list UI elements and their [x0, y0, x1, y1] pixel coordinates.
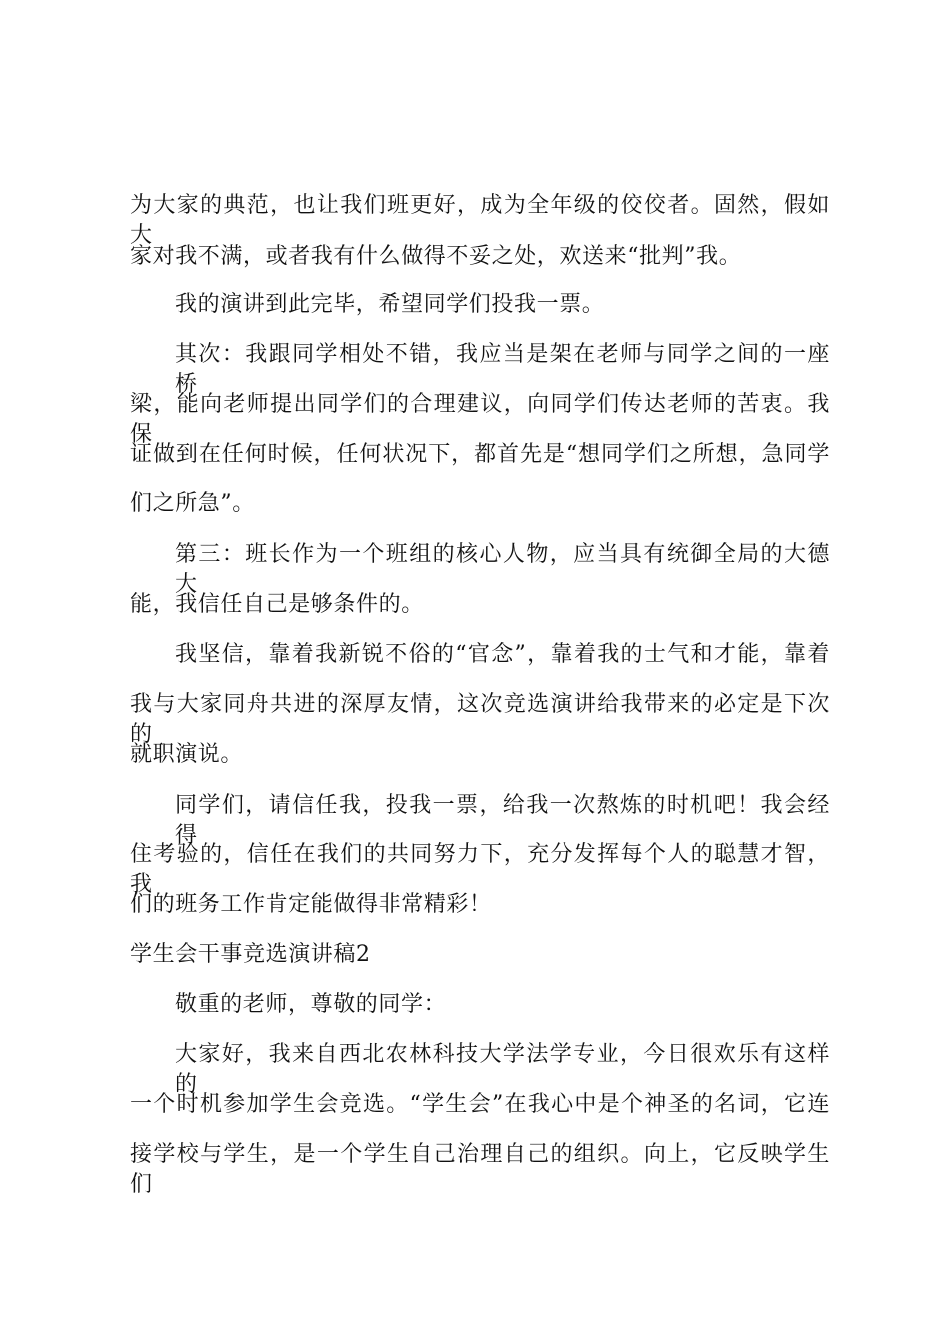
text-line: 家对我不满，或者我有什么做得不妥之处，欢送来“批判”我。 [130, 244, 742, 269]
text-line: 们之所急”。 [130, 491, 255, 516]
text-line: 们的班务工作肯定能做得非常精彩！ [130, 892, 492, 917]
text-line: 敬重的老师，尊敬的同学： [175, 992, 447, 1017]
text-line: 接学校与学生，是一个学生自己治理自己的组织。向上，它反映学生们 [130, 1142, 830, 1197]
text-line: 第三：班长作为一个班组的核心人物，应当具有统御全局的大德大 [175, 542, 830, 597]
text-line: 我的演讲到此完毕，希望同学们投我一票。 [175, 292, 605, 317]
text-line: 我坚信，靠着我新锐不俗的“官念”，靠着我的士气和才能，靠着 [175, 642, 830, 667]
text-line: 为大家的典范，也让我们班更好，成为全年级的佼佼者。固然，假如大 [130, 193, 830, 248]
text-line: 其次：我跟同学相处不错，我应当是架在老师与同学之间的一座桥 [175, 342, 830, 397]
text-line: 梁，能向老师提出同学们的合理建议，向同学们传达老师的苦衷。我保 [130, 392, 830, 447]
text-line: 证做到在任何时候，任何状况下，都首先是“想同学们之所想，急同学 [130, 442, 830, 467]
text-line: 就职演说。 [130, 742, 244, 767]
text-line: 同学们，请信任我，投我一票，给我一次熬炼的时机吧！我会经得 [175, 793, 830, 848]
text-line: 能，我信任自己是够条件的。 [130, 592, 424, 617]
section-heading: 学生会干事竞选演讲稿2 [130, 942, 371, 967]
text-line: 一个时机参加学生会竞选。“学生会”在我心中是个神圣的名词，它连 [130, 1092, 830, 1117]
text-line: 大家好，我来自西北农林科技大学法学专业，今日很欢乐有这样的 [175, 1042, 830, 1097]
text-line: 住考验的，信任在我们的共同努力下，充分发挥每个人的聪慧才智，我 [130, 842, 830, 897]
text-line: 我与大家同舟共进的深厚友情，这次竞选演讲给我带来的必定是下次的 [130, 692, 830, 747]
